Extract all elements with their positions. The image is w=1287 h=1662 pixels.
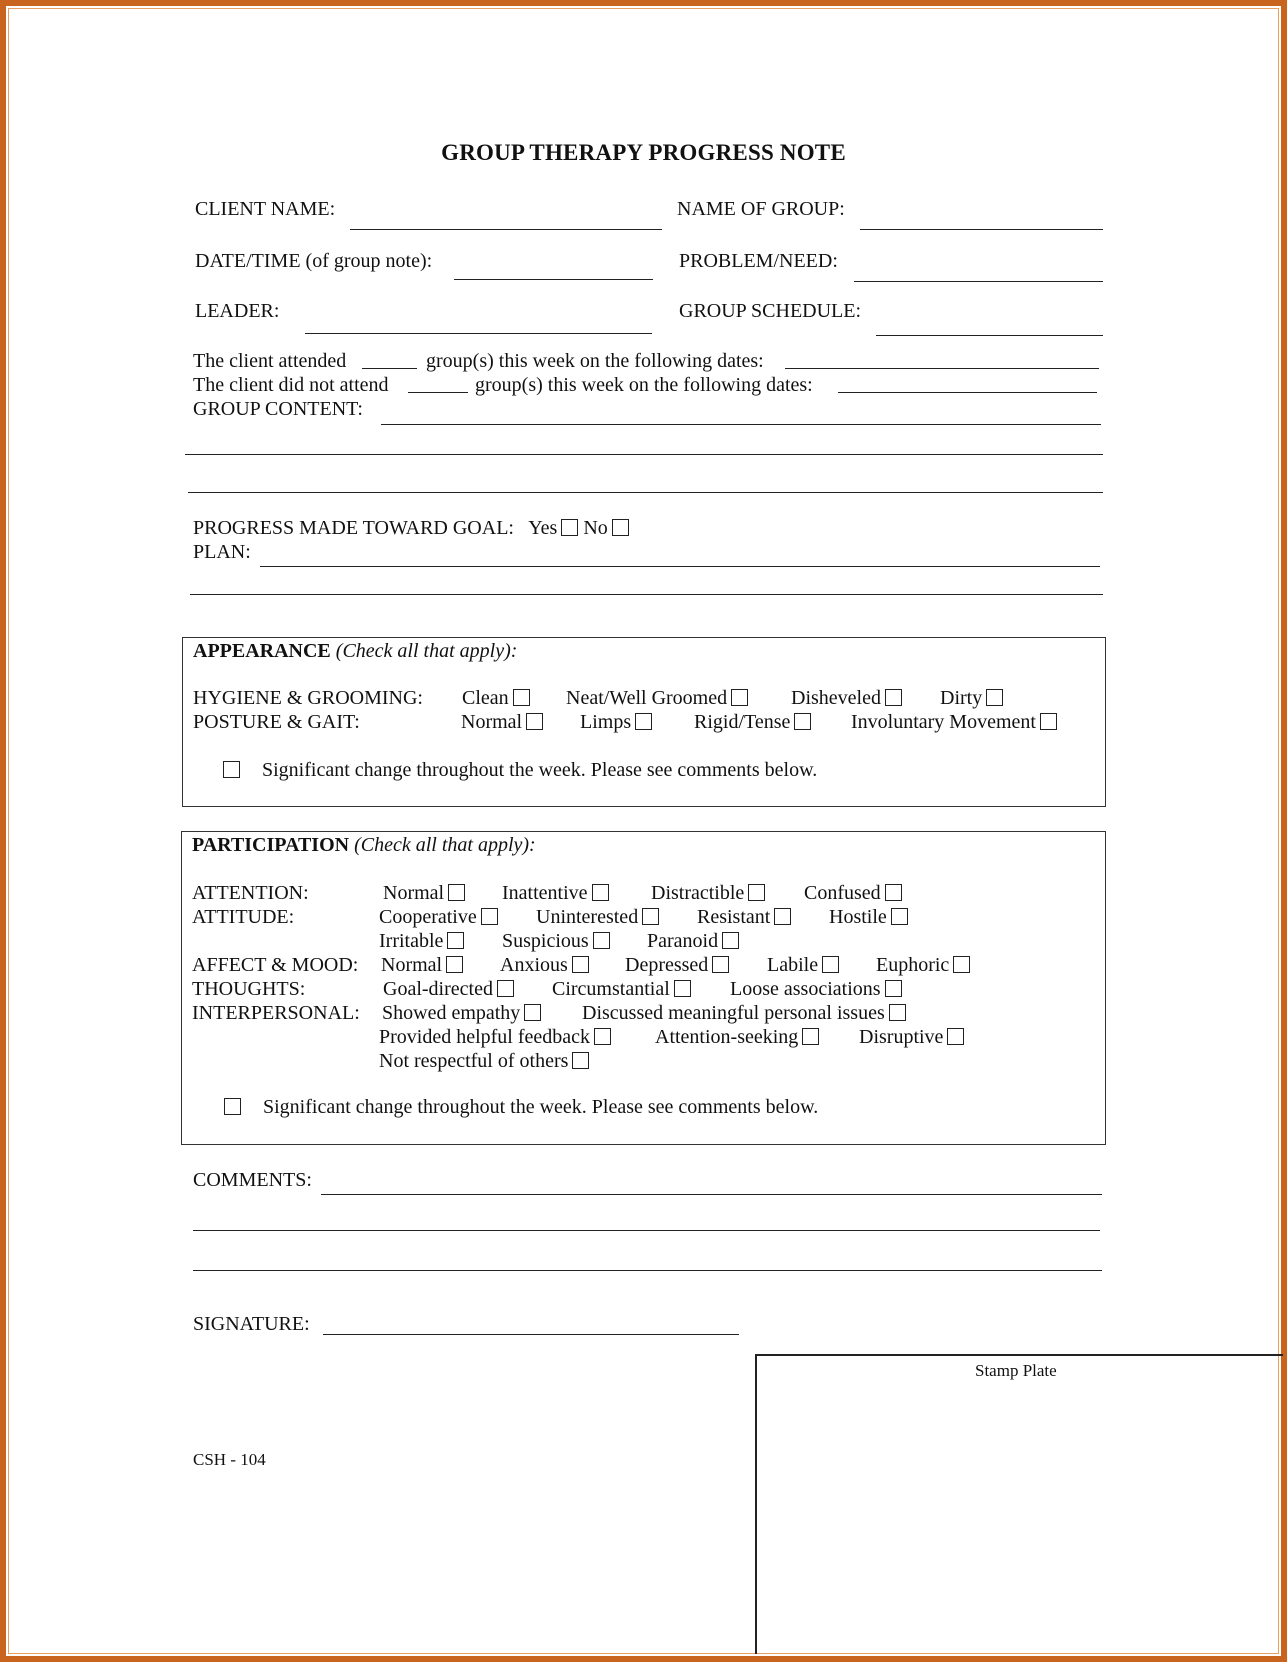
hygiene-option-disheveled[interactable]: Disheveled xyxy=(791,687,902,710)
checkbox-icon[interactable] xyxy=(593,932,610,949)
attitude-option-suspicious[interactable]: Suspicious xyxy=(502,930,610,953)
affect-option-anxious[interactable]: Anxious xyxy=(500,954,589,977)
not-attend-suffix: group(s) this week on the following dates: xyxy=(475,374,813,396)
checkbox-icon[interactable] xyxy=(712,956,729,973)
comments-field-2[interactable] xyxy=(193,1230,1100,1231)
checkbox-icon[interactable] xyxy=(953,956,970,973)
checkbox-icon[interactable] xyxy=(822,956,839,973)
checkbox-icon[interactable] xyxy=(572,956,589,973)
attention-option-distractible[interactable]: Distractible xyxy=(651,882,765,905)
progress-no-label: No xyxy=(583,517,608,539)
posture-option-limps[interactable]: Limps xyxy=(580,711,652,734)
group-content-field-1[interactable] xyxy=(381,424,1101,425)
group-content-field-3[interactable] xyxy=(188,492,1103,493)
checkbox-icon[interactable] xyxy=(642,908,659,925)
attitude-option-hostile[interactable]: Hostile xyxy=(829,906,908,929)
attitude-option-uninterested[interactable]: Uninterested xyxy=(536,906,659,929)
participation-heading: PARTICIPATION xyxy=(192,834,350,856)
interpersonal-label: INTERPERSONAL: xyxy=(192,1002,360,1024)
hygiene-option-clean[interactable]: Clean xyxy=(462,687,530,710)
posture-option-involuntary[interactable]: Involuntary Movement xyxy=(851,711,1057,734)
signature-label: SIGNATURE: xyxy=(193,1313,310,1335)
affect-option-normal[interactable]: Normal xyxy=(381,954,463,977)
group-content-label: GROUP CONTENT: xyxy=(193,398,363,420)
checkbox-icon[interactable] xyxy=(802,1028,819,1045)
attitude-label: ATTITUDE: xyxy=(192,906,295,928)
checkbox-icon[interactable] xyxy=(889,1004,906,1021)
checkbox-icon[interactable] xyxy=(885,884,902,901)
appearance-subheading: (Check all that apply): xyxy=(335,640,518,662)
checkbox-icon[interactable] xyxy=(722,932,739,949)
checkbox-icon[interactable] xyxy=(223,761,240,778)
appearance-heading-row xyxy=(193,640,517,663)
affect-option-euphoric[interactable]: Euphoric xyxy=(876,954,970,977)
posture-label: POSTURE & GAIT: xyxy=(193,711,360,733)
hygiene-option-neat[interactable]: Neat/Well Groomed xyxy=(566,687,748,710)
interpersonal-option-discussed[interactable]: Discussed meaningful personal issues xyxy=(582,1002,906,1025)
posture-option-normal[interactable]: Normal xyxy=(461,711,543,734)
checkbox-icon[interactable] xyxy=(592,884,609,901)
attitude-option-resistant[interactable]: Resistant xyxy=(697,906,791,929)
checkbox-icon[interactable] xyxy=(447,932,464,949)
thoughts-option-circumstantial[interactable]: Circumstantial xyxy=(552,978,691,1001)
stamp-plate-label: Stamp Plate xyxy=(975,1361,1057,1380)
stamp-plate-box xyxy=(755,1354,1283,1654)
checkbox-icon[interactable] xyxy=(572,1052,589,1069)
progress-label: PROGRESS MADE TOWARD GOAL: xyxy=(193,517,514,539)
name-of-group-label: NAME OF GROUP: xyxy=(677,198,845,220)
attitude-option-cooperative[interactable]: Cooperative xyxy=(379,906,498,929)
checkbox-icon[interactable] xyxy=(224,1098,241,1115)
interpersonal-option-feedback[interactable]: Provided helpful feedback xyxy=(379,1026,611,1049)
interpersonal-option-disruptive[interactable]: Disruptive xyxy=(859,1026,964,1049)
checkbox-icon[interactable] xyxy=(524,1004,541,1021)
participation-heading-row xyxy=(192,834,536,857)
leader-field[interactable] xyxy=(305,333,652,334)
plan-field-1[interactable] xyxy=(260,566,1100,567)
checkbox-icon[interactable] xyxy=(526,713,543,730)
comments-field-1[interactable] xyxy=(321,1194,1102,1195)
form-title: GROUP THERAPY PROGRESS NOTE xyxy=(441,140,846,165)
attended-suffix: group(s) this week on the following dates: xyxy=(426,350,764,372)
date-time-label: DATE/TIME (of group note): xyxy=(195,250,433,272)
client-name-label: CLIENT NAME: xyxy=(195,198,336,220)
form-code: CSH - 104 xyxy=(193,1450,266,1469)
checkbox-icon[interactable] xyxy=(448,884,465,901)
progress-yes-label: Yes xyxy=(528,517,558,539)
not-attend-prefix: The client did not attend xyxy=(193,374,389,396)
interpersonal-option-not-respectful[interactable]: Not respectful of others xyxy=(379,1050,589,1073)
progress-no-checkbox[interactable] xyxy=(612,519,629,536)
affect-option-labile[interactable]: Labile xyxy=(767,954,839,977)
attended-count-field[interactable] xyxy=(362,368,417,369)
thoughts-option-loose-associations[interactable]: Loose associations xyxy=(730,978,902,1001)
comments-field-3[interactable] xyxy=(193,1270,1102,1271)
checkbox-icon[interactable] xyxy=(497,980,514,997)
hygiene-label: HYGIENE & GROOMING: xyxy=(193,687,423,709)
not-attend-dates-field[interactable] xyxy=(838,392,1097,393)
checkbox-icon[interactable] xyxy=(885,689,902,706)
progress-row xyxy=(193,517,629,540)
checkbox-icon[interactable] xyxy=(674,980,691,997)
checkbox-icon[interactable] xyxy=(1040,713,1057,730)
signature-field[interactable] xyxy=(323,1334,739,1335)
group-schedule-field[interactable] xyxy=(876,335,1103,336)
thoughts-label: THOUGHTS: xyxy=(192,978,306,1000)
checkbox-icon[interactable] xyxy=(748,884,765,901)
name-of-group-field[interactable] xyxy=(860,229,1103,230)
plan-field-2[interactable] xyxy=(190,594,1103,595)
participation-significant-change[interactable]: Significant change throughout the week. Please see comments below. xyxy=(224,1096,818,1119)
hygiene-option-dirty[interactable]: Dirty xyxy=(940,687,1003,710)
checkbox-icon[interactable] xyxy=(986,689,1003,706)
checkbox-icon[interactable] xyxy=(794,713,811,730)
attended-dates-field[interactable] xyxy=(785,368,1099,369)
checkbox-icon[interactable] xyxy=(635,713,652,730)
checkbox-icon[interactable] xyxy=(885,980,902,997)
participation-subheading: (Check all that apply): xyxy=(354,834,536,856)
posture-option-rigid[interactable]: Rigid/Tense xyxy=(694,711,811,734)
attitude-option-paranoid[interactable]: Paranoid xyxy=(647,930,739,953)
attention-option-inattentive[interactable]: Inattentive xyxy=(502,882,609,905)
leader-label: LEADER: xyxy=(195,300,280,322)
group-content-field-2[interactable] xyxy=(185,454,1103,455)
interpersonal-option-empathy[interactable]: Showed empathy xyxy=(382,1002,541,1025)
checkbox-icon[interactable] xyxy=(731,689,748,706)
appearance-significant-change[interactable]: Significant change throughout the week. Please see comments below. xyxy=(223,759,817,782)
problem-need-label: PROBLEM/NEED: xyxy=(679,250,838,272)
attention-option-confused[interactable]: Confused xyxy=(804,882,902,905)
checkbox-icon[interactable] xyxy=(947,1028,964,1045)
checkbox-icon[interactable] xyxy=(594,1028,611,1045)
checkbox-icon[interactable] xyxy=(513,689,530,706)
checkbox-icon[interactable] xyxy=(481,908,498,925)
attention-option-normal[interactable]: Normal xyxy=(383,882,465,905)
client-name-field[interactable] xyxy=(350,229,662,230)
group-schedule-label: GROUP SCHEDULE: xyxy=(679,300,862,322)
progress-yes-checkbox[interactable] xyxy=(561,519,578,536)
plan-label: PLAN: xyxy=(193,541,251,563)
attention-label: ATTENTION: xyxy=(192,882,309,904)
interpersonal-option-attention-seeking[interactable]: Attention-seeking xyxy=(655,1026,819,1049)
appearance-heading: APPEARANCE xyxy=(193,640,331,662)
not-attend-count-field[interactable] xyxy=(408,392,468,393)
checkbox-icon[interactable] xyxy=(774,908,791,925)
affect-label: AFFECT & MOOD: xyxy=(192,954,359,976)
comments-label: COMMENTS: xyxy=(193,1169,312,1191)
affect-option-depressed[interactable]: Depressed xyxy=(625,954,729,977)
attitude-option-irritable[interactable]: Irritable xyxy=(379,930,464,953)
checkbox-icon[interactable] xyxy=(446,956,463,973)
thoughts-option-goal-directed[interactable]: Goal-directed xyxy=(383,978,514,1001)
problem-need-field[interactable] xyxy=(854,281,1103,282)
attended-prefix: The client attended xyxy=(193,350,347,372)
date-time-field[interactable] xyxy=(454,279,653,280)
checkbox-icon[interactable] xyxy=(891,908,908,925)
